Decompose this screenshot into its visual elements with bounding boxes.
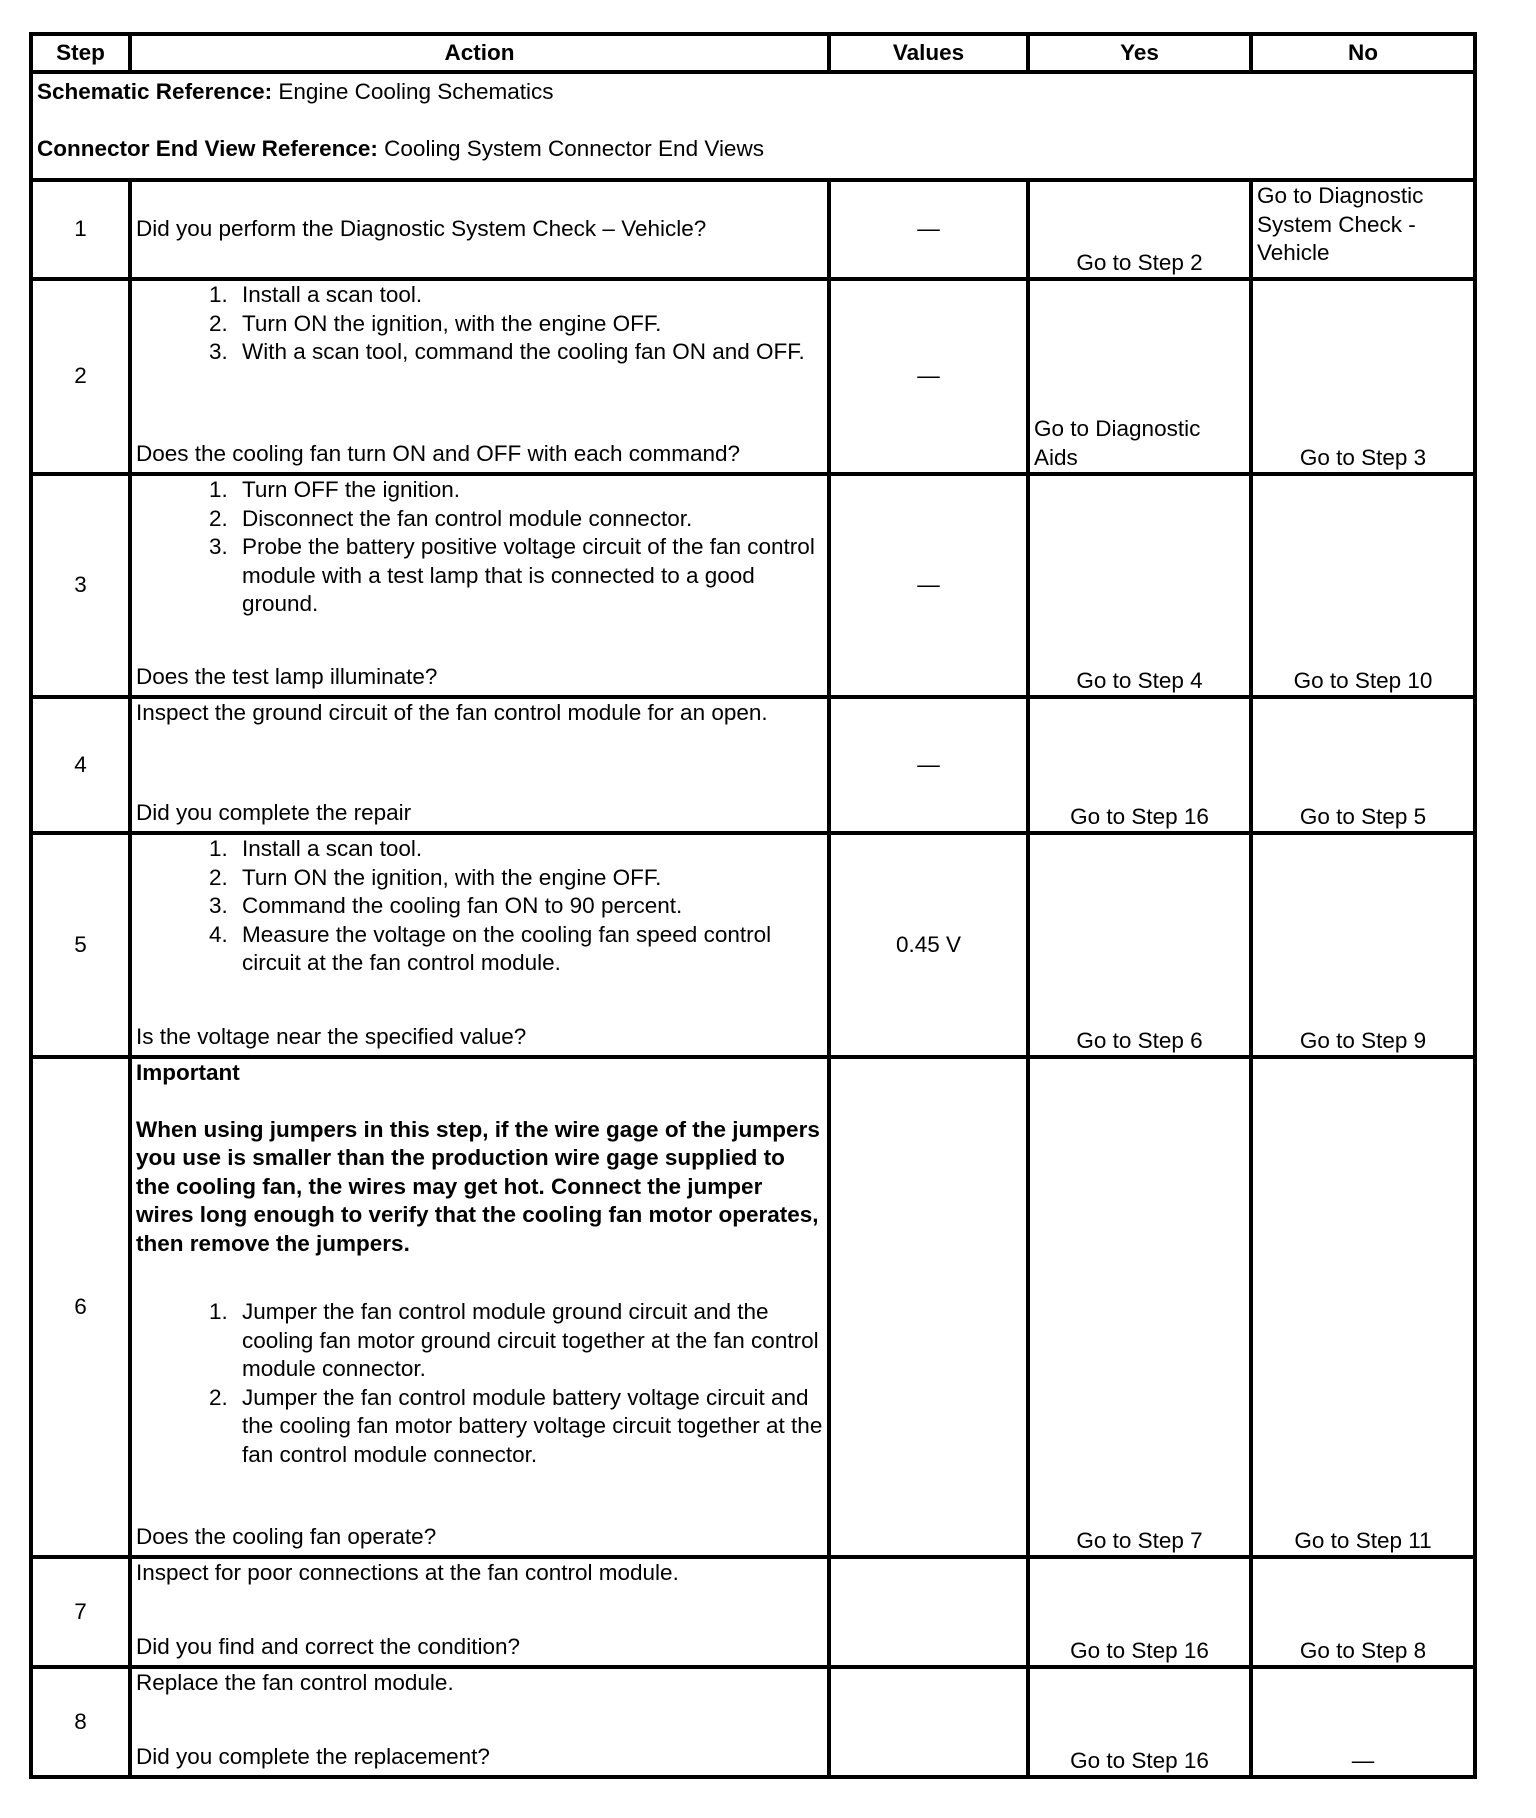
action-cell: [130, 1557, 829, 1667]
action-item: 2. Disconnect the fan control module connector.: [234, 505, 823, 534]
value-cell: —: [829, 279, 1028, 474]
diagnostic-table: [29, 32, 1477, 1779]
action-item: 1. Install a scan tool.: [234, 281, 823, 310]
value-cell: —: [829, 474, 1028, 697]
table-row: [31, 1667, 1475, 1777]
action-item: 1. Turn OFF the ignition.: [234, 476, 823, 505]
action-item: 1. Install a scan tool.: [234, 835, 823, 864]
action-item: 1. Jumper the fan control module ground circuit and the cooling fan motor ground circuit together at the fan control module connector.: [234, 1298, 823, 1384]
yes-cell: Go to Diagnostic Aids: [1028, 279, 1251, 474]
yes-cell: Go to Step 16: [1028, 1667, 1251, 1777]
yes-cell: Go to Step 16: [1028, 697, 1251, 833]
reference-row: [31, 72, 1475, 180]
table-row: [31, 474, 1475, 697]
header-step: Step: [31, 34, 130, 72]
step-number: 6: [31, 1057, 130, 1557]
value-cell: —: [829, 697, 1028, 833]
yes-cell: Go to Step 2: [1028, 180, 1251, 279]
action-question: Did you complete the repair: [136, 799, 412, 825]
action-question: Does the test lamp illuminate?: [136, 663, 438, 689]
step-number: 1: [31, 180, 130, 279]
action-text: Replace the fan control module.: [136, 1670, 454, 1695]
step-number: 3: [31, 474, 130, 697]
value-cell: [829, 1667, 1028, 1777]
action-text: Inspect the ground circuit of the fan control module for an open.: [136, 700, 768, 725]
action-question: Did you perform the Diagnostic System Check – Vehicle?: [130, 180, 829, 279]
step-number: 8: [31, 1667, 130, 1777]
action-item: 2. Turn ON the ignition, with the engine OFF.: [234, 310, 823, 339]
important-text: When using jumpers in this step, if the wire gage of the jumpers you use is smaller than the production wire gage supplied to the cooling fan, the wires may get hot. Connect the jumper wires long enough to verify that the cooling fan motor operates, then remove the jumpers.: [136, 1116, 820, 1256]
no-cell: —: [1251, 1667, 1475, 1777]
table-row: [31, 697, 1475, 833]
header-no: No: [1251, 34, 1475, 72]
action-item: 4. Measure the voltage on the cooling fan speed control circuit at the fan control module.: [234, 921, 823, 978]
action-item: 3. Probe the battery positive voltage circuit of the fan control module with a test lamp that is connected to a good ground.: [234, 533, 823, 619]
value-cell: 0.45 V: [829, 833, 1028, 1057]
header-yes: Yes: [1028, 34, 1251, 72]
important-label: Important: [136, 1060, 240, 1085]
header-values: Values: [829, 34, 1028, 72]
action-question: Did you find and correct the condition?: [136, 1633, 520, 1659]
action-item: 3. Command the cooling fan ON to 90 percent.: [234, 892, 823, 921]
action-text: Inspect for poor connections at the fan control module.: [136, 1560, 679, 1585]
no-cell: Go to Step 9: [1251, 833, 1475, 1057]
action-cell: [130, 697, 829, 833]
action-question: Did you complete the replacement?: [136, 1743, 490, 1769]
header-row: [31, 34, 1475, 72]
table-row: [31, 1057, 1475, 1557]
action-item: 2. Jumper the fan control module battery voltage circuit and the cooling fan motor battery voltage circuit together at the fan control module connector.: [234, 1384, 823, 1470]
action-question: Is the voltage near the specified value?: [136, 1023, 527, 1049]
table-row: [31, 180, 1475, 279]
yes-cell: Go to Step 7: [1028, 1057, 1251, 1557]
header-action: Action: [130, 34, 829, 72]
value-cell: —: [829, 180, 1028, 279]
no-cell: Go to Step 8: [1251, 1557, 1475, 1667]
action-question: Does the cooling fan operate?: [136, 1523, 437, 1549]
step-number: 5: [31, 833, 130, 1057]
action-cell: [130, 279, 829, 474]
connector-reference: Connector End View Reference: Cooling System Connector End Views: [37, 135, 764, 161]
step-number: 2: [31, 279, 130, 474]
action-item: 2. Turn ON the ignition, with the engine OFF.: [234, 864, 823, 893]
value-cell: [829, 1057, 1028, 1557]
action-cell: [130, 1667, 829, 1777]
yes-cell: Go to Step 16: [1028, 1557, 1251, 1667]
action-cell: [130, 474, 829, 697]
no-cell: Go to Step 3: [1251, 279, 1475, 474]
schematic-reference: Schematic Reference: Engine Cooling Schematics: [37, 79, 554, 104]
action-item: 3. With a scan tool, command the cooling fan ON and OFF.: [234, 338, 823, 367]
action-cell: [130, 833, 829, 1057]
no-cell: Go to Step 10: [1251, 474, 1475, 697]
no-cell: Go to Step 5: [1251, 697, 1475, 833]
yes-cell: Go to Step 4: [1028, 474, 1251, 697]
table-row: [31, 1557, 1475, 1667]
step-number: 4: [31, 697, 130, 833]
action-cell: [130, 1057, 829, 1557]
no-cell: Go to Step 11: [1251, 1057, 1475, 1557]
table-row: [31, 833, 1475, 1057]
value-cell: [829, 1557, 1028, 1667]
step-number: 7: [31, 1557, 130, 1667]
yes-cell: Go to Step 6: [1028, 833, 1251, 1057]
table-row: [31, 279, 1475, 474]
action-question: Does the cooling fan turn ON and OFF with each command?: [136, 440, 741, 466]
no-cell: Go to Diagnostic System Check - Vehicle: [1251, 180, 1475, 279]
